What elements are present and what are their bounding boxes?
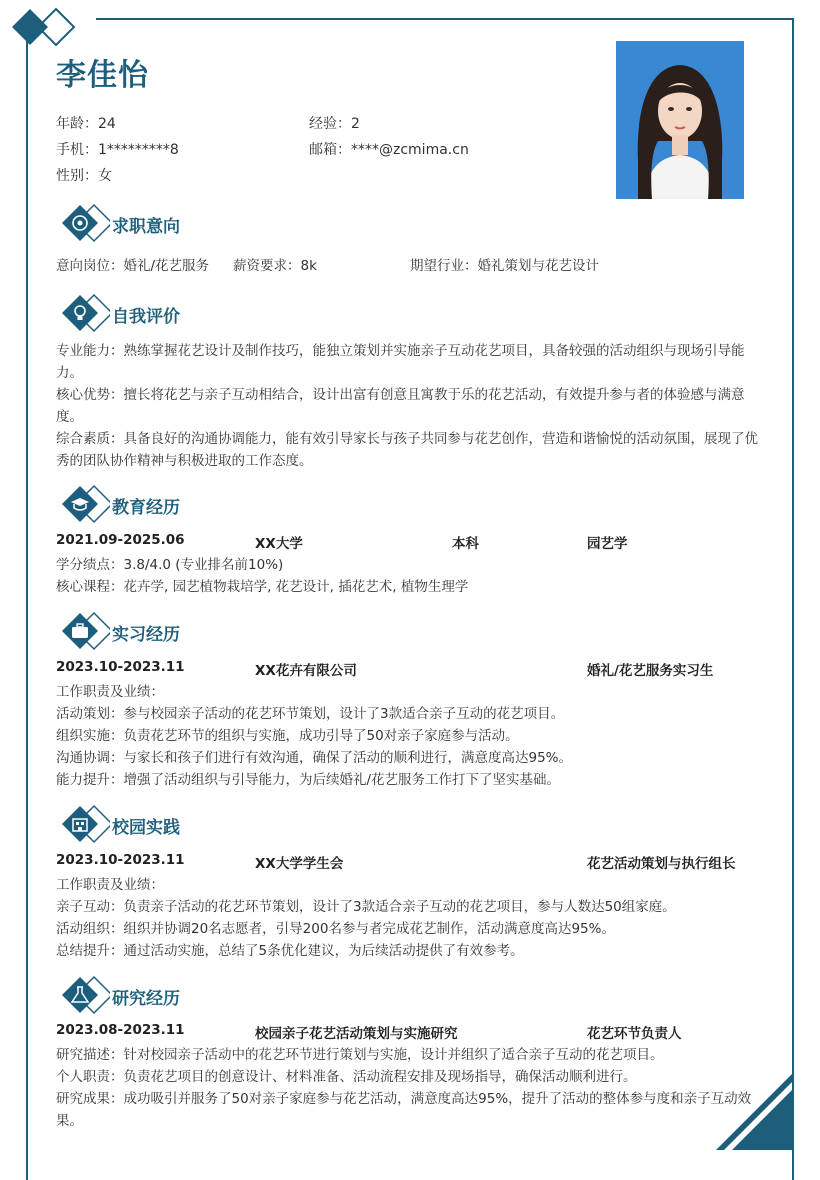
lightbulb-icon	[58, 293, 110, 333]
gender-field	[56, 165, 112, 185]
section-title-education: 教育经历	[112, 498, 180, 518]
section-title-self-eval: 自我评价	[112, 307, 180, 327]
internship-org: XX花卉有限公司	[255, 663, 357, 679]
section-title-research: 研究经历	[112, 989, 180, 1009]
section-header-intent	[58, 203, 778, 243]
briefcase-icon	[58, 611, 110, 651]
profile-photo	[616, 41, 744, 199]
research-result: 研究成果：成功吸引并服务了50对亲子家庭参与花艺活动，满意度高达95%，提升了活动的整体参与度和亲子互动效果。	[56, 1091, 752, 1129]
research-duty: 个人职责：负责花艺项目的创意设计、材料准备、活动流程安排及现场指导，确保活动顺利进行。	[56, 1069, 637, 1085]
research-date: 2023.08-2023.11	[56, 1022, 185, 1038]
campus-line: 总结提升：通过活动实施，总结了5条优化建议，为后续活动提供了有效参考。	[56, 943, 524, 959]
internship-line: 工作职责及业绩：	[56, 684, 164, 700]
internship-line: 组织实施：负责花艺环节的组织与实施，成功引导了50对亲子家庭参与活动。	[56, 728, 519, 744]
internship-line: 能力提升：增强了活动组织与引导能力，为后续婚礼/花艺服务工作打下了坚实基础。	[56, 772, 561, 788]
gender-label: 性别：	[56, 168, 98, 184]
email-field	[309, 139, 469, 159]
portrait-illustration	[616, 41, 744, 199]
research-description: 研究描述：针对校园亲子活动中的花艺环节进行策划与实施，设计并组织了适合亲子互动的花艺项目。	[56, 1047, 664, 1063]
intent-industry: 期望行业：婚礼策划与花艺设计	[410, 258, 599, 274]
flask-icon	[58, 975, 110, 1015]
self-eval-paragraph: 综合素质：具备良好的沟通协调能力，能有效引导家长与孩子共同参与花艺创作，营造和谐愉悦的活动氛围，展现了优秀的团队协作精神与积极进取的工作态度。	[56, 431, 758, 469]
section-title-campus: 校园实践	[112, 818, 180, 838]
section-header-campus	[58, 804, 778, 844]
internship-role: 婚礼/花艺服务实习生	[587, 663, 714, 679]
experience-field	[309, 113, 360, 133]
section-title-internship: 实习经历	[112, 625, 180, 645]
age-label: 年龄：	[56, 116, 98, 132]
intent-salary: 薪资要求：8k	[233, 258, 317, 274]
section-header-education	[58, 484, 778, 524]
section-title-intent: 求职意向	[112, 217, 180, 237]
internship-line: 活动策划：参与校园亲子活动的花艺环节策划，设计了3款适合亲子互动的花艺项目。	[56, 706, 565, 722]
research-role: 花艺环节负责人	[587, 1026, 682, 1042]
education-degree: 本科	[452, 536, 479, 552]
campus-line: 活动组织：组织并协调20名志愿者，引导200名参与者完成花艺制作，活动满意度高达95%。	[56, 921, 615, 937]
age-field	[56, 113, 116, 133]
self-eval-paragraph: 专业能力：熟练掌握花艺设计及制作技巧，能独立策划并实施亲子互动花艺项目，具备较强的活动组织与现场引导能力。	[56, 343, 745, 381]
campus-role: 花艺活动策划与执行组长	[587, 856, 736, 872]
campus-org: XX大学学生会	[255, 856, 344, 872]
self-eval-paragraph: 核心优势：擅长将花艺与亲子互动相结合，设计出富有创意且寓教于乐的花艺活动，有效提升参与者的体验感与满意度。	[56, 387, 745, 425]
research-project: 校园亲子花艺活动策划与实施研究	[255, 1026, 458, 1042]
phone-value: 1*********8	[98, 142, 179, 158]
email-value: ****@zcmima.cn	[351, 142, 469, 158]
education-date: 2021.09-2025.06	[56, 532, 185, 548]
internship-date: 2023.10-2023.11	[56, 659, 185, 675]
target-icon	[58, 203, 110, 243]
graduation-cap-icon	[58, 484, 110, 524]
age-value: 24	[98, 116, 116, 132]
gender-value: 女	[98, 168, 112, 184]
campus-line: 亲子互动：负责亲子活动的花艺环节策划，设计了3款适合亲子互动的花艺项目，参与人数达50组家庭。	[56, 899, 676, 915]
education-school: XX大学	[255, 536, 303, 552]
education-courses: 核心课程：花卉学, 园艺植物栽培学, 花艺设计, 插花艺术, 植物生理学	[56, 579, 469, 595]
phone-label: 手机：	[56, 142, 98, 158]
experience-label: 经验：	[309, 116, 351, 132]
building-icon	[58, 804, 110, 844]
phone-field	[56, 139, 179, 159]
internship-line: 沟通协调：与家长和孩子们进行有效沟通，确保了活动的顺利进行，满意度高达95%。	[56, 750, 573, 766]
corner-diamond-decoration	[8, 5, 88, 49]
education-major: 园艺学	[587, 536, 628, 552]
education-gpa: 学分绩点：3.8/4.0 (专业排名前10%)	[56, 557, 284, 573]
experience-value: 2	[351, 116, 360, 132]
section-header-internship	[58, 611, 778, 651]
email-label: 邮箱：	[309, 142, 351, 158]
section-header-research	[58, 975, 778, 1015]
campus-date: 2023.10-2023.11	[56, 852, 185, 868]
campus-line: 工作职责及业绩：	[56, 877, 164, 893]
intent-position: 意向岗位：婚礼/花艺服务	[56, 258, 210, 274]
section-header-self-eval	[58, 293, 778, 333]
candidate-name: 李佳怡	[56, 58, 149, 93]
